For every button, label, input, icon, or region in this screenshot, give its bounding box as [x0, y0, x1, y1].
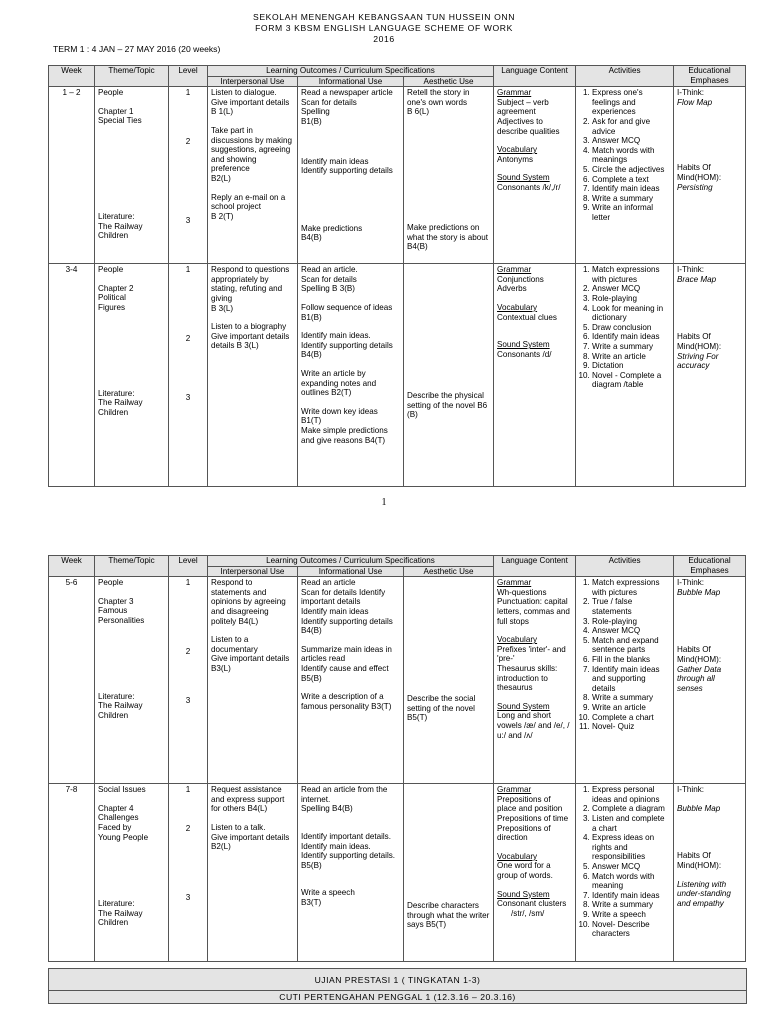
exam-banner: UJIAN PRESTASI 1 ( TINGKATAN 1-3)	[48, 968, 747, 991]
week-cell: 1 – 2	[49, 87, 95, 264]
list-item: 8. Write an article	[592, 352, 670, 362]
document-title: FORM 3 KBSM ENGLISH LANGUAGE SCHEME OF WORK	[255, 23, 513, 33]
table-header-row	[49, 556, 746, 567]
list-item: 4. Answer MCQ	[592, 626, 670, 636]
list-item: 3. Role-playing	[592, 617, 670, 627]
list-item: 4. Match words with meanings	[592, 146, 670, 165]
list-item: 2. Answer MCQ	[592, 284, 670, 294]
list-item: 9. Write an article	[592, 703, 670, 713]
interpersonal-cell: Request assistance and express support for others B4(L) Listen to a talk. Give important details B2(L)	[208, 784, 298, 962]
table-row	[49, 784, 746, 962]
col-language-content: Language Content	[494, 66, 576, 87]
activities-list	[579, 578, 670, 732]
school-name: SEKOLAH MENENGAH KEBANGSAAN TUN HUSSEIN ONN	[252, 12, 516, 22]
theme-cell: Social Issues Chapter 4 Challenges Faced by Young People Literature: The Railway Children	[95, 784, 169, 962]
list-item: 7. Identify main ideas and supporting details	[592, 665, 670, 694]
list-item: 1. Match expressions with pictures	[592, 578, 670, 597]
emphases-cell: I-Think: Bubble Map Habits Of Mind(HOM): Listening with under-standing and empathy	[674, 784, 746, 962]
language-content-cell: Grammar Conjunctions Adverbs Vocabulary Contextual clues Sound System Consonants /d/	[494, 264, 576, 487]
list-item: 5. Draw conclusion	[592, 323, 670, 333]
emphases-cell: I-Think: Brace Map Habits Of Mind(HOM): Striving For accuracy	[674, 264, 746, 487]
list-item: 7. Write a summary	[592, 342, 670, 352]
col-educational-emphases: Educational Emphases	[674, 66, 746, 87]
col-activities: Activities	[576, 556, 674, 577]
col-learning-outcomes: Learning Outcomes / Curriculum Specifications	[208, 66, 494, 77]
activities-cell	[576, 784, 674, 962]
document-year: 2016	[373, 34, 395, 44]
holiday-banner: CUTI PERTENGAHAN PENGGAL 1 (12.3.16 – 20.3.16)	[48, 990, 747, 1004]
activities-cell	[576, 87, 674, 264]
list-item: 7. Identify main ideas	[592, 891, 670, 901]
theme-cell: People Chapter 3 Famous Personalities Literature: The Railway Children	[95, 577, 169, 784]
col-aesthetic: Aesthetic Use	[404, 566, 494, 577]
language-content-cell: Grammar Wh-questions Punctuation: capital letters, commas and full stops Vocabulary Prefixes 'inter'- and 'pre-' Thesaurus skills: introduction to thesaurus Sound System Long and short vowels /æ/ and /e/, / u:/ and /ʌ/	[494, 577, 576, 784]
activities-list	[579, 265, 670, 390]
page-number: 1	[381, 497, 387, 508]
aesthetic-cell: Retell the story in one's own words B 6(L) Make predictions on what the story is about B4(B)	[404, 87, 494, 264]
activities-list	[579, 785, 670, 939]
list-item: 6. Fill in the blanks	[592, 655, 670, 665]
informational-cell: Read an article Scan for details Identify important details Identify main ideas Identify supporting details B4(B) Summarize main ideas in articles read Identify cause and effect B5(B) Write a description of a famous personality B3(T)	[298, 577, 404, 784]
level-cell: 1 2 3	[169, 87, 208, 264]
list-item: 3. Role-playing	[592, 294, 670, 304]
language-content-cell: Grammar Subject – verb agreement Adjectives to describe qualities Vocabulary Antonyms Sound System Consonants /k/,/r/	[494, 87, 576, 264]
list-item: 9. Write an informal letter	[592, 203, 670, 222]
col-week: Week	[49, 556, 95, 577]
aesthetic-cell: Describe characters through what the writer says B5(T)	[404, 784, 494, 962]
list-item: 5. Match and expand sentence parts	[592, 636, 670, 655]
week-cell: 7-8	[49, 784, 95, 962]
col-theme: Theme/Topic	[95, 66, 169, 87]
informational-cell: Read an article from the internet. Spelling B4(B) Identify important details. Identify main ideas. Identify supporting details. B5(B) Write a speech B3(T)	[298, 784, 404, 962]
col-learning-outcomes: Learning Outcomes / Curriculum Specifications	[208, 556, 494, 567]
aesthetic-cell: Describe the social setting of the novel B5(T)	[404, 577, 494, 784]
list-item: 10. Novel- Describe characters	[592, 920, 670, 939]
theme-cell: People Chapter 2 Political Figures Literature: The Railway Children	[95, 264, 169, 487]
level-cell: 1 2 3	[169, 264, 208, 487]
list-item: 4. Look for meaning in dictionary	[592, 304, 670, 323]
list-item: 2. True / false statements	[592, 597, 670, 616]
emphases-cell: I-Think: Flow Map Habits Of Mind(HOM): Persisting	[674, 87, 746, 264]
aesthetic-cell: Describe the physical setting of the novel B6 (B)	[404, 264, 494, 487]
table-row	[49, 87, 746, 264]
list-item: 1. Match expressions with pictures	[592, 265, 670, 284]
list-item: 11. Novel- Quiz	[592, 722, 670, 732]
col-level: Level	[169, 556, 208, 577]
list-item: 8. Write a summary	[592, 194, 670, 204]
list-item: 5. Answer MCQ	[592, 862, 670, 872]
list-item: 3. Answer MCQ	[592, 136, 670, 146]
list-item: 9. Dictation	[592, 361, 670, 371]
list-item: 10. Novel - Complete a diagram /table	[592, 371, 670, 390]
col-educational-emphases: Educational Emphases	[674, 556, 746, 577]
interpersonal-cell: Respond to questions appropriately by stating, refuting and giving B 3(L) Listen to a biography Give important details details B 3(L)	[208, 264, 298, 487]
informational-cell: Read a newspaper article Scan for details Spelling B1(B) Identify main ideas Identify supporting details Make predictions B4(B)	[298, 87, 404, 264]
list-item: 3. Listen and complete a chart	[592, 814, 670, 833]
list-item: 6. Match words with meaning	[592, 872, 670, 891]
col-week: Week	[49, 66, 95, 87]
activities-list	[579, 88, 670, 222]
list-item: 1. Express one's feelings and experiences	[592, 88, 670, 117]
level-cell: 1 2 3	[169, 784, 208, 962]
table-row	[49, 264, 746, 487]
col-language-content: Language Content	[494, 556, 576, 577]
level-cell: 1 2 3	[169, 577, 208, 784]
week-cell: 3-4	[49, 264, 95, 487]
activities-cell	[576, 577, 674, 784]
list-item: 8. Write a summary	[592, 900, 670, 910]
list-item: 6. Identify main ideas	[592, 332, 670, 342]
list-item: 1. Express personal ideas and opinions	[592, 785, 670, 804]
col-informational: Informational Use	[298, 566, 404, 577]
table-header-row	[49, 66, 746, 77]
interpersonal-cell: Respond to statements and opinions by agreeing and disagreeing politely B4(L) Listen to a documentary Give important details B3(L)	[208, 577, 298, 784]
list-item: 8. Write a summary	[592, 693, 670, 703]
col-aesthetic: Aesthetic Use	[404, 76, 494, 87]
activities-cell	[576, 264, 674, 487]
interpersonal-cell: Listen to dialogue. Give important details B 1(L) Take part in discussions by making suggestions, agreeing and showing preference B2(L) Reply an e-mail on a school project B 2(T)	[208, 87, 298, 264]
emphases-cell: I-Think: Bubble Map Habits Of Mind(HOM): Gather Data through all senses	[674, 577, 746, 784]
col-interpersonal: Interpersonal Use	[208, 566, 298, 577]
list-item: 2. Ask for and give advice	[592, 117, 670, 136]
list-item: 2. Complete a diagram	[592, 804, 670, 814]
theme-cell: People Chapter 1 Special Ties Literature: The Railway Children	[95, 87, 169, 264]
week-cell: 5-6	[49, 577, 95, 784]
list-item: 9. Write a speech	[592, 910, 670, 920]
col-level: Level	[169, 66, 208, 87]
table-row	[49, 577, 746, 784]
col-interpersonal: Interpersonal Use	[208, 76, 298, 87]
col-informational: Informational Use	[298, 76, 404, 87]
list-item: 5. Circle the adjectives	[592, 165, 670, 175]
col-theme: Theme/Topic	[95, 556, 169, 577]
scheme-table-page-1	[48, 65, 746, 487]
list-item: 10. Complete a chart	[592, 713, 670, 723]
col-activities: Activities	[576, 66, 674, 87]
scheme-table-page-2	[48, 555, 746, 962]
term-label: TERM 1 : 4 JAN – 27 MAY 2016 (20 weeks)	[53, 44, 221, 54]
list-item: 4. Express ideas on rights and responsibilities	[592, 833, 670, 862]
list-item: 7. Identify main ideas	[592, 184, 670, 194]
language-content-cell: Grammar Prepositions of place and position Prepositions of time Prepositions of direction Vocabulary One word for a group of words. Sound System Consonant clusters /str/, /sm/	[494, 784, 576, 962]
list-item: 6. Complete a text	[592, 175, 670, 185]
informational-cell: Read an article. Scan for details Spelling B 3(B) Follow sequence of ideas B1(B) Identify main ideas. Identify supporting details B4(B) Write an article by expanding notes and outlines B2(T) Write down key ideas B1(T) Make simple predictions and give reasons B4(T)	[298, 264, 404, 487]
